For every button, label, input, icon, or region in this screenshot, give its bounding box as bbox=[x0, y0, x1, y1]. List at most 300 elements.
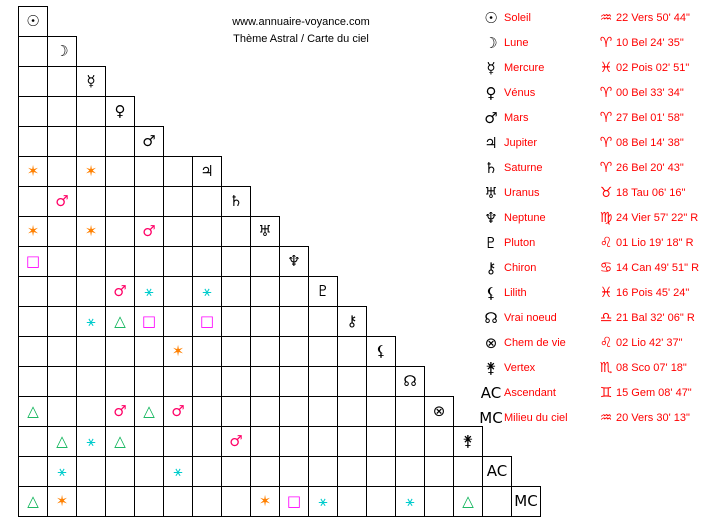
aspect-glyph: □ bbox=[25, 252, 41, 270]
aspect-row bbox=[19, 397, 541, 427]
aspect-cell[interactable] bbox=[19, 67, 48, 97]
aspect-cell[interactable] bbox=[164, 367, 193, 397]
legend-sign-icon: ♋ bbox=[599, 259, 613, 276]
aspect-cell[interactable] bbox=[77, 397, 106, 427]
aspect-cell[interactable] bbox=[106, 127, 135, 157]
aspect-cell[interactable] bbox=[193, 307, 222, 337]
aspect-cell[interactable] bbox=[338, 457, 367, 487]
grid-planet-glyph: ♃ bbox=[200, 162, 214, 180]
aspect-cell[interactable] bbox=[193, 337, 222, 367]
aspect-cell[interactable] bbox=[396, 427, 425, 457]
aspect-cell[interactable] bbox=[164, 217, 193, 247]
legend-position: 18 Tau 06' 16" bbox=[616, 186, 686, 199]
aspect-cell[interactable] bbox=[77, 97, 106, 127]
aspect-cell[interactable] bbox=[19, 307, 48, 337]
aspect-cell[interactable] bbox=[135, 157, 164, 187]
grid-planet-glyph: ♂ bbox=[142, 132, 156, 150]
aspect-cell[interactable] bbox=[48, 97, 77, 127]
aspect-cell[interactable] bbox=[222, 247, 251, 277]
legend-sign-icon: ♓ bbox=[599, 59, 613, 76]
legend-planet-name: Neptune bbox=[504, 211, 546, 224]
aspect-cell[interactable] bbox=[48, 367, 77, 397]
aspect-glyph: ✶ bbox=[84, 222, 98, 240]
aspect-cell[interactable] bbox=[251, 307, 280, 337]
aspect-cell[interactable] bbox=[48, 457, 77, 487]
aspect-cell[interactable] bbox=[222, 427, 251, 457]
aspect-glyph: ✶ bbox=[55, 492, 69, 510]
aspect-glyph: ⚹ bbox=[202, 282, 212, 300]
aspect-cell[interactable] bbox=[222, 397, 251, 427]
aspect-glyph: ✶ bbox=[171, 342, 185, 360]
aspect-cell[interactable] bbox=[77, 247, 106, 277]
aspect-cell[interactable] bbox=[106, 157, 135, 187]
aspect-row bbox=[19, 67, 541, 97]
aspect-cell[interactable] bbox=[164, 157, 193, 187]
aspect-glyph: □ bbox=[286, 492, 302, 510]
legend-position: 14 Can 49' 51" R bbox=[616, 261, 700, 274]
legend-sign-icon: ♈ bbox=[599, 84, 613, 101]
aspect-cell[interactable] bbox=[48, 127, 77, 157]
grid-planet-8[interactable] bbox=[280, 247, 309, 277]
legend-planet-name: Chiron bbox=[504, 261, 537, 274]
aspect-cell[interactable] bbox=[222, 217, 251, 247]
aspect-cell[interactable] bbox=[77, 217, 106, 247]
grid-planet-7[interactable] bbox=[251, 217, 280, 247]
aspect-cell[interactable] bbox=[19, 37, 48, 67]
grid-planet-10[interactable] bbox=[338, 307, 367, 337]
aspect-row bbox=[19, 7, 541, 37]
aspect-glyph: ⚹ bbox=[144, 282, 154, 300]
grid-planet-11[interactable] bbox=[367, 337, 396, 367]
aspect-cell[interactable] bbox=[280, 367, 309, 397]
grid-planet-13[interactable] bbox=[425, 397, 454, 427]
aspect-cell[interactable] bbox=[19, 337, 48, 367]
aspect-glyph: ✶ bbox=[84, 162, 98, 180]
grid-planet-glyph: ☽ bbox=[55, 42, 69, 60]
legend-planet-icon: ☽ bbox=[484, 33, 498, 52]
aspect-cell[interactable] bbox=[338, 367, 367, 397]
aspect-cell[interactable] bbox=[280, 337, 309, 367]
aspect-glyph: ⚹ bbox=[86, 432, 96, 450]
aspect-glyph: ✶ bbox=[26, 222, 40, 240]
grid-planet-6[interactable] bbox=[222, 187, 251, 217]
aspect-cell[interactable] bbox=[338, 337, 367, 367]
legend-planet-icon: ♂ bbox=[484, 108, 498, 127]
aspect-cell[interactable] bbox=[280, 397, 309, 427]
aspect-cell[interactable] bbox=[19, 247, 48, 277]
aspect-cell[interactable] bbox=[309, 487, 338, 517]
legend-row bbox=[478, 330, 703, 355]
legend-planet-icon: AC bbox=[480, 383, 502, 402]
aspect-cell[interactable] bbox=[19, 277, 48, 307]
aspect-glyph: △ bbox=[462, 492, 474, 510]
legend-planet-name: Uranus bbox=[504, 186, 540, 199]
aspect-cell[interactable] bbox=[48, 157, 77, 187]
aspect-cell[interactable] bbox=[338, 427, 367, 457]
aspect-cell[interactable] bbox=[251, 427, 280, 457]
aspect-glyph: △ bbox=[114, 312, 126, 330]
aspect-glyph: ♂ bbox=[55, 192, 69, 210]
aspect-cell[interactable] bbox=[309, 397, 338, 427]
legend-planet-name: Milieu du ciel bbox=[504, 411, 568, 424]
legend-sign-icon: ♈ bbox=[599, 134, 613, 151]
legend-position: 02 Pois 02' 51" bbox=[616, 61, 690, 74]
aspect-cell[interactable] bbox=[106, 277, 135, 307]
grid-planet-5[interactable] bbox=[193, 157, 222, 187]
aspect-glyph: ⚹ bbox=[405, 492, 415, 510]
legend-planet-name: Vrai noeud bbox=[504, 311, 557, 324]
aspect-cell[interactable] bbox=[164, 427, 193, 457]
aspect-row bbox=[19, 457, 541, 487]
legend-planet-icon: ♄ bbox=[484, 158, 498, 177]
legend-row bbox=[478, 280, 703, 305]
aspect-row bbox=[19, 157, 541, 187]
aspect-cell[interactable] bbox=[164, 247, 193, 277]
aspect-cell[interactable] bbox=[164, 337, 193, 367]
aspect-cell[interactable] bbox=[222, 307, 251, 337]
aspect-cell[interactable] bbox=[77, 127, 106, 157]
aspect-cell[interactable] bbox=[222, 367, 251, 397]
aspect-glyph: ♂ bbox=[142, 222, 156, 240]
aspect-cell[interactable] bbox=[19, 427, 48, 457]
aspect-cell[interactable] bbox=[19, 457, 48, 487]
aspect-cell[interactable] bbox=[164, 307, 193, 337]
aspect-cell[interactable] bbox=[135, 397, 164, 427]
legend-sign-icon: ♊ bbox=[599, 384, 613, 401]
aspect-table bbox=[18, 6, 541, 517]
aspect-cell[interactable] bbox=[135, 277, 164, 307]
aspect-cell[interactable] bbox=[19, 487, 48, 517]
aspect-cell[interactable] bbox=[106, 397, 135, 427]
aspect-cell[interactable] bbox=[48, 307, 77, 337]
aspect-cell[interactable] bbox=[396, 487, 425, 517]
aspect-cell[interactable] bbox=[77, 457, 106, 487]
aspect-cell[interactable] bbox=[309, 337, 338, 367]
aspect-row bbox=[19, 277, 541, 307]
legend-sign-icon: ♒ bbox=[599, 409, 613, 426]
legend-planet-name: Chem de vie bbox=[504, 336, 566, 349]
legend-sign-icon: ♍ bbox=[599, 209, 613, 226]
aspect-cell[interactable] bbox=[19, 97, 48, 127]
grid-planet-glyph: ⚷ bbox=[346, 312, 358, 330]
grid-planet-9[interactable] bbox=[309, 277, 338, 307]
aspect-glyph: △ bbox=[114, 432, 126, 450]
aspect-row bbox=[19, 217, 541, 247]
aspect-cell[interactable] bbox=[106, 337, 135, 367]
legend-position: 24 Vier 57' 22" R bbox=[616, 211, 699, 224]
grid-planet-glyph: ♇ bbox=[316, 282, 330, 300]
aspect-glyph: △ bbox=[143, 402, 155, 420]
aspect-cell[interactable] bbox=[193, 187, 222, 217]
grid-planet-1[interactable] bbox=[48, 37, 77, 67]
aspect-cell[interactable] bbox=[251, 247, 280, 277]
aspect-cell[interactable] bbox=[251, 367, 280, 397]
aspect-cell[interactable] bbox=[48, 217, 77, 247]
aspect-cell[interactable] bbox=[164, 457, 193, 487]
aspect-cell[interactable] bbox=[77, 487, 106, 517]
chart-subtitle: Thème Astral / Carte du ciel bbox=[233, 33, 369, 45]
aspect-cell[interactable] bbox=[135, 307, 164, 337]
aspect-row bbox=[19, 247, 541, 277]
aspect-glyph: ♂ bbox=[171, 402, 185, 420]
aspect-cell[interactable] bbox=[48, 67, 77, 97]
aspect-cell[interactable] bbox=[106, 307, 135, 337]
aspect-cell[interactable] bbox=[222, 487, 251, 517]
aspect-cell[interactable] bbox=[193, 367, 222, 397]
grid-planet-glyph: ♄ bbox=[229, 192, 243, 210]
aspect-cell[interactable] bbox=[135, 427, 164, 457]
aspect-row bbox=[19, 337, 541, 367]
legend-position: 10 Bel 24' 35" bbox=[616, 36, 684, 49]
legend-row bbox=[478, 355, 703, 380]
aspect-cell[interactable] bbox=[251, 487, 280, 517]
aspect-row bbox=[19, 37, 541, 67]
aspect-glyph: ⚹ bbox=[173, 462, 183, 480]
aspect-glyph: ⚹ bbox=[57, 462, 67, 480]
legend-planet-name: Mercure bbox=[504, 61, 545, 74]
aspect-cell[interactable] bbox=[280, 307, 309, 337]
aspect-cell[interactable] bbox=[106, 247, 135, 277]
aspect-cell[interactable] bbox=[48, 277, 77, 307]
aspect-cell[interactable] bbox=[135, 247, 164, 277]
grid-planet-glyph: MC bbox=[514, 492, 538, 510]
legend-planet-icon: ☊ bbox=[484, 308, 498, 327]
grid-planet-16[interactable] bbox=[512, 487, 541, 517]
aspect-cell[interactable] bbox=[193, 427, 222, 457]
planet-legend bbox=[478, 5, 703, 430]
aspect-cell[interactable] bbox=[48, 187, 77, 217]
aspect-cell[interactable] bbox=[251, 337, 280, 367]
legend-position: 26 Bel 20' 43" bbox=[616, 161, 684, 174]
grid-planet-glyph: ☉ bbox=[26, 12, 40, 30]
legend-sign-icon: ♈ bbox=[599, 34, 613, 51]
aspect-cell[interactable] bbox=[48, 487, 77, 517]
aspect-cell[interactable] bbox=[106, 457, 135, 487]
aspect-glyph: ♂ bbox=[113, 282, 127, 300]
legend-position: 02 Lio 42' 37" bbox=[616, 336, 683, 349]
aspect-cell[interactable] bbox=[77, 337, 106, 367]
grid-planet-14[interactable] bbox=[454, 427, 483, 457]
legend-row bbox=[478, 80, 703, 105]
grid-planet-glyph: ☿ bbox=[86, 72, 96, 90]
aspect-row bbox=[19, 127, 541, 157]
aspect-cell[interactable] bbox=[425, 457, 454, 487]
grid-planet-0[interactable] bbox=[19, 7, 48, 37]
aspect-glyph: △ bbox=[56, 432, 68, 450]
legend-planet-icon: ♇ bbox=[484, 233, 498, 252]
legend-planet-icon: ♅ bbox=[484, 183, 498, 202]
grid-planet-3[interactable] bbox=[106, 97, 135, 127]
aspect-glyph: △ bbox=[27, 402, 39, 420]
aspect-cell[interactable] bbox=[48, 427, 77, 457]
aspect-cell[interactable] bbox=[164, 187, 193, 217]
aspect-cell[interactable] bbox=[454, 487, 483, 517]
legend-row bbox=[478, 5, 703, 30]
legend-position: 01 Lio 19' 18" R bbox=[616, 236, 694, 249]
aspect-cell[interactable] bbox=[164, 277, 193, 307]
aspect-cell[interactable] bbox=[193, 217, 222, 247]
aspect-cell[interactable] bbox=[135, 487, 164, 517]
aspect-cell[interactable] bbox=[48, 247, 77, 277]
aspect-cell[interactable] bbox=[309, 307, 338, 337]
legend-position: 00 Bel 33' 34" bbox=[616, 86, 684, 99]
legend-sign-icon: ♌ bbox=[599, 334, 613, 351]
aspect-cell[interactable] bbox=[309, 367, 338, 397]
grid-planet-glyph: ⚵ bbox=[462, 432, 474, 450]
legend-planet-name: Lune bbox=[504, 36, 529, 49]
legend-planet-icon: ☉ bbox=[484, 8, 498, 27]
aspect-cell[interactable] bbox=[280, 277, 309, 307]
legend-position: 15 Gem 08' 47" bbox=[616, 386, 692, 399]
legend-sign-icon: ♓ bbox=[599, 284, 613, 301]
legend-row bbox=[478, 155, 703, 180]
aspect-cell[interactable] bbox=[19, 187, 48, 217]
aspect-cell[interactable] bbox=[193, 397, 222, 427]
legend-planet-name: Lilith bbox=[504, 286, 527, 299]
aspect-cell[interactable] bbox=[425, 487, 454, 517]
aspect-cell[interactable] bbox=[367, 427, 396, 457]
aspect-cell[interactable] bbox=[106, 187, 135, 217]
aspect-cell[interactable] bbox=[396, 397, 425, 427]
aspect-cell[interactable] bbox=[164, 397, 193, 427]
aspect-cell[interactable] bbox=[193, 457, 222, 487]
aspect-cell[interactable] bbox=[222, 337, 251, 367]
legend-planet-name: Saturne bbox=[504, 161, 543, 174]
aspect-cell[interactable] bbox=[19, 127, 48, 157]
aspect-cell[interactable] bbox=[280, 427, 309, 457]
aspect-glyph: ⚹ bbox=[86, 312, 96, 330]
aspect-cell[interactable] bbox=[454, 457, 483, 487]
aspect-cell[interactable] bbox=[193, 277, 222, 307]
aspect-cell[interactable] bbox=[19, 217, 48, 247]
aspect-glyph: ♂ bbox=[113, 402, 127, 420]
aspect-cell[interactable] bbox=[106, 217, 135, 247]
legend-row bbox=[478, 255, 703, 280]
aspect-cell[interactable] bbox=[106, 487, 135, 517]
legend-position: 20 Vers 30' 13" bbox=[616, 411, 690, 424]
legend-sign-icon: ♌ bbox=[599, 234, 613, 251]
aspect-cell[interactable] bbox=[19, 367, 48, 397]
legend-position: 08 Sco 07' 18" bbox=[616, 361, 687, 374]
aspect-cell[interactable] bbox=[135, 337, 164, 367]
aspect-glyph: ✶ bbox=[26, 162, 40, 180]
grid-planet-12[interactable] bbox=[396, 367, 425, 397]
aspect-cell[interactable] bbox=[77, 427, 106, 457]
grid-planet-2[interactable] bbox=[77, 67, 106, 97]
legend-sign-icon: ♉ bbox=[599, 184, 613, 201]
grid-planet-4[interactable] bbox=[135, 127, 164, 157]
legend-planet-icon: ⚸ bbox=[485, 283, 497, 302]
aspect-cell[interactable] bbox=[193, 487, 222, 517]
aspect-cell[interactable] bbox=[251, 277, 280, 307]
aspect-cell[interactable] bbox=[77, 187, 106, 217]
aspect-cell[interactable] bbox=[135, 457, 164, 487]
legend-sign-icon: ♈ bbox=[599, 159, 613, 176]
legend-planet-icon: ☿ bbox=[486, 58, 496, 77]
aspect-cell[interactable] bbox=[77, 157, 106, 187]
aspect-row bbox=[19, 187, 541, 217]
legend-sign-icon: ♒ bbox=[599, 9, 613, 26]
aspect-cell[interactable] bbox=[106, 427, 135, 457]
legend-row bbox=[478, 380, 703, 405]
grid-planet-15[interactable] bbox=[483, 457, 512, 487]
legend-sign-icon: ♈ bbox=[599, 109, 613, 126]
aspect-glyph: □ bbox=[141, 312, 157, 330]
legend-sign-icon: ♎ bbox=[599, 309, 613, 326]
aspect-cell[interactable] bbox=[425, 427, 454, 457]
legend-row bbox=[478, 105, 703, 130]
aspect-cell[interactable] bbox=[338, 487, 367, 517]
aspect-cell[interactable] bbox=[338, 397, 367, 427]
grid-planet-glyph: ♀ bbox=[114, 102, 126, 120]
aspect-cell[interactable] bbox=[48, 337, 77, 367]
aspect-cell[interactable] bbox=[222, 457, 251, 487]
aspect-row bbox=[19, 97, 541, 127]
legend-row bbox=[478, 305, 703, 330]
aspect-glyph: □ bbox=[199, 312, 215, 330]
aspect-glyph: ✶ bbox=[258, 492, 272, 510]
aspect-cell[interactable] bbox=[251, 457, 280, 487]
legend-planet-icon: ⊗ bbox=[484, 333, 498, 352]
aspect-cell[interactable] bbox=[280, 457, 309, 487]
aspect-cell[interactable] bbox=[77, 277, 106, 307]
aspect-cell[interactable] bbox=[251, 397, 280, 427]
aspect-cell[interactable] bbox=[19, 397, 48, 427]
aspect-row bbox=[19, 367, 541, 397]
legend-planet-name: Mars bbox=[504, 111, 529, 124]
legend-row bbox=[478, 405, 703, 430]
aspect-cell[interactable] bbox=[164, 487, 193, 517]
grid-planet-glyph: ⊗ bbox=[432, 402, 446, 420]
aspect-row bbox=[19, 307, 541, 337]
aspect-cell[interactable] bbox=[77, 367, 106, 397]
site-url: www.annuaire-voyance.com bbox=[232, 16, 370, 28]
aspect-cell[interactable] bbox=[48, 397, 77, 427]
aspect-cell[interactable] bbox=[396, 457, 425, 487]
aspect-cell[interactable] bbox=[19, 157, 48, 187]
aspect-glyph: ⚹ bbox=[318, 492, 328, 510]
grid-planet-glyph: ♆ bbox=[287, 252, 301, 270]
aspect-cell[interactable] bbox=[309, 457, 338, 487]
aspect-cell[interactable] bbox=[280, 487, 309, 517]
aspect-cell[interactable] bbox=[309, 427, 338, 457]
legend-position: 27 Bel 01' 58" bbox=[616, 111, 684, 124]
legend-planet-name: Pluton bbox=[504, 236, 536, 249]
legend-planet-icon: ⚵ bbox=[485, 358, 497, 377]
aspect-row bbox=[19, 427, 541, 457]
legend-row bbox=[478, 230, 703, 255]
aspect-cell[interactable] bbox=[367, 487, 396, 517]
legend-planet-icon: ♀ bbox=[485, 83, 497, 102]
aspect-cell[interactable] bbox=[367, 367, 396, 397]
aspect-cell[interactable] bbox=[193, 247, 222, 277]
aspect-cell[interactable] bbox=[135, 217, 164, 247]
aspect-cell[interactable] bbox=[483, 487, 512, 517]
aspect-cell[interactable] bbox=[135, 187, 164, 217]
legend-position: 16 Pois 45' 24" bbox=[616, 286, 690, 299]
aspect-cell[interactable] bbox=[367, 397, 396, 427]
aspect-cell[interactable] bbox=[135, 367, 164, 397]
legend-position: 08 Bel 14' 38" bbox=[616, 136, 684, 149]
aspect-cell[interactable] bbox=[367, 457, 396, 487]
legend-planet-icon: ⚷ bbox=[485, 258, 497, 277]
aspect-cell[interactable] bbox=[77, 307, 106, 337]
aspect-cell[interactable] bbox=[222, 277, 251, 307]
aspect-cell[interactable] bbox=[106, 367, 135, 397]
legend-sign-icon: ♏ bbox=[599, 359, 613, 376]
legend-position: 21 Bal 32' 06" R bbox=[616, 311, 695, 324]
grid-planet-glyph: ⚸ bbox=[375, 342, 387, 360]
